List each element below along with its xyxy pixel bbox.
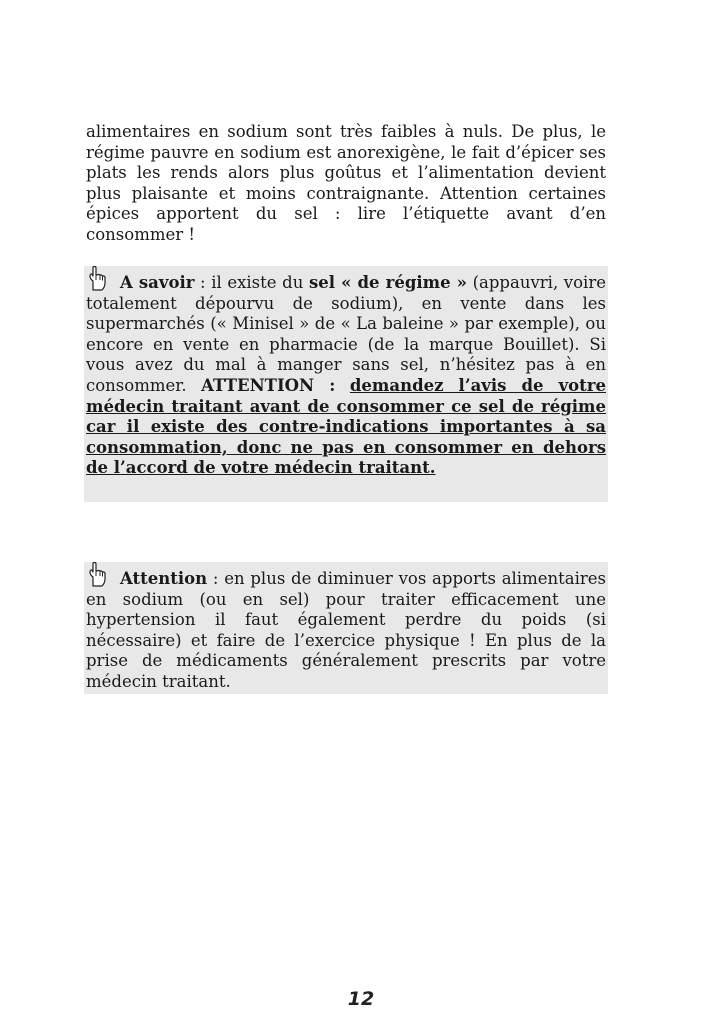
sel-de-regime-bold: sel « de régime » xyxy=(308,273,467,292)
attention-text: : en plus de diminuer vos apports alimentaires en sodium (ou en sel) pour traiter efficacement une hypertension il faut également perdre du poids (si nécessaire) et faire de l’exercice physique ! En plus de la prise de médicaments généralement prescrits par votre médecin traitant. xyxy=(86,569,606,691)
note-box-a-savoir xyxy=(84,266,608,502)
note-box-attention xyxy=(84,562,608,694)
pointing-hand-icon xyxy=(86,562,108,588)
intro-paragraph: alimentaires en sodium sont très faibles à nuls. De plus, le régime pauvre en sodium est anorexigène, le fait d’épicer ses plats les rends alors plus goûtus et l’alimentation devient plus plaisante et moins contraignante. Attention certaines épices apportent du sel : lire l’étiquette avant d’en consommer ! xyxy=(86,122,606,244)
a-savoir-lead: A savoir xyxy=(120,273,195,292)
a-savoir-text-b: (appauvri, voire totalement dépourvu de sodium), en vente dans les supermarchés (« Minisel » de « La baleine » par exemple), ou encore en vente en pharmacie (de la marque Bouillet). Si vous avez du mal à manger sans sel, n’hésitez pas à en consommer. xyxy=(86,273,606,395)
pointing-hand-icon xyxy=(86,266,108,292)
attention-lead: Attention xyxy=(120,569,208,588)
page-number: 12 xyxy=(347,988,375,1010)
attention-label: ATTENTION : xyxy=(201,375,336,395)
a-savoir-text-a: : il existe du xyxy=(194,273,309,292)
attention-warning-text: demandez l’avis de votre médecin traitant avant de consommer ce sel de régime car il existe des contre-indications importantes à sa consommation, donc ne pas en consommer en dehors de l’accord de votre médecin traitant. xyxy=(86,375,606,478)
